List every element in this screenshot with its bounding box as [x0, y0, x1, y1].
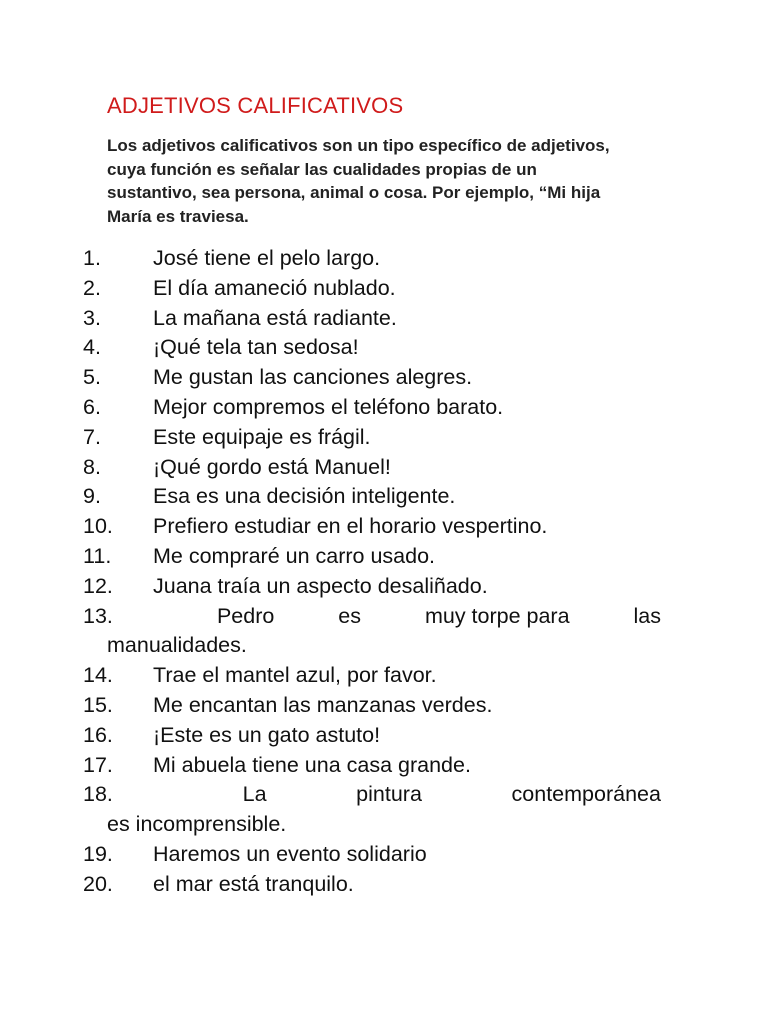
item-text: Me gustan las canciones alegres.: [153, 365, 473, 390]
item-number: 4.: [83, 335, 101, 360]
item-text: Mejor compremos el teléfono barato.: [153, 394, 504, 419]
item-text: ¡Este es un gato astuto!: [153, 722, 381, 747]
item-text: ¡Qué gordo está Manuel!: [153, 454, 391, 479]
item-text: Prefiero estudiar en el horario vespertino.: [153, 514, 548, 539]
item-text: Esa es una decisión inteligente.: [153, 484, 456, 509]
list-item: [83, 602, 661, 662]
list-item: [83, 780, 661, 840]
list-item: [83, 423, 661, 453]
item-text: Me compraré un carro usado.: [153, 543, 436, 568]
item-number: 8.: [83, 454, 101, 479]
item-number: 5.: [83, 365, 101, 390]
item-text: Trae el mantel azul, por favor.: [153, 663, 437, 688]
item-text: José tiene el pelo largo.: [153, 246, 381, 270]
list-item: [83, 274, 661, 304]
item-number: 2.: [83, 275, 101, 300]
intro-paragraph: Los adjetivos calificativos son un tipo específico de adjetivos, cuya función es señalar las cualidades propias de un sustantivo, sea persona, animal o cosa. Por ejemplo, “Mi hija María es traviesa.: [107, 136, 610, 226]
item-word: es: [338, 603, 361, 628]
item-number: 9.: [83, 484, 101, 509]
item-text: Haremos un evento solidario: [153, 841, 427, 866]
list-item: [83, 482, 661, 512]
item-number: 19.: [83, 841, 113, 866]
page-title: ADJETIVOS CALIFICATIVOS: [107, 93, 404, 118]
item-number: 7.: [83, 424, 101, 449]
item-number: 15.: [83, 692, 113, 717]
list-item: [83, 721, 661, 751]
list-item: [83, 453, 661, 483]
item-continuation: manualidades.: [107, 633, 247, 658]
list-item: [83, 542, 661, 572]
item-text: Mi abuela tiene una casa grande.: [153, 752, 471, 777]
item-number: 11.: [83, 543, 112, 568]
justified-line: [83, 602, 661, 632]
list-item: [83, 691, 661, 721]
item-number: 6.: [83, 394, 101, 419]
item-word: contemporánea: [511, 782, 661, 807]
item-word: pintura: [356, 782, 422, 807]
item-text: el mar está tranquilo.: [153, 871, 354, 896]
sentence-list: [83, 244, 661, 900]
item-number: 1.: [83, 246, 101, 270]
list-item: [83, 572, 661, 602]
list-item: [83, 304, 661, 334]
justified-line: [83, 780, 661, 810]
list-item: [83, 393, 661, 423]
item-text: Juana traía un aspecto desaliñado.: [153, 573, 488, 598]
item-text: Me encantan las manzanas verdes.: [153, 692, 493, 717]
list-item: [83, 840, 661, 870]
item-number: 16.: [83, 722, 113, 747]
list-item: [83, 661, 661, 691]
item-text: ¡Qué tela tan sedosa!: [153, 335, 359, 360]
item-text: Este equipaje es frágil.: [153, 424, 371, 449]
item-number: 13.: [83, 603, 113, 628]
item-word: las: [633, 603, 661, 628]
item-number: 12.: [83, 573, 113, 598]
item-number: 14.: [83, 663, 113, 688]
item-number: 17.: [83, 752, 113, 777]
item-word: muy torpe para: [424, 603, 570, 628]
list-item: [83, 333, 661, 363]
item-number: 18.: [83, 782, 113, 807]
item-word: Pedro: [216, 603, 275, 628]
item-text: El día amaneció nublado.: [153, 275, 396, 300]
list-item: [83, 363, 661, 393]
list-item: [83, 870, 661, 900]
list-item: [83, 244, 661, 274]
item-continuation: es incomprensible.: [107, 812, 287, 837]
item-number: 10.: [83, 514, 113, 539]
item-text: La mañana está radiante.: [153, 305, 397, 330]
list-item: [83, 512, 661, 542]
item-word: La: [242, 782, 267, 807]
item-number: 3.: [83, 305, 101, 330]
list-item: [83, 751, 661, 781]
item-number: 20.: [83, 871, 113, 896]
